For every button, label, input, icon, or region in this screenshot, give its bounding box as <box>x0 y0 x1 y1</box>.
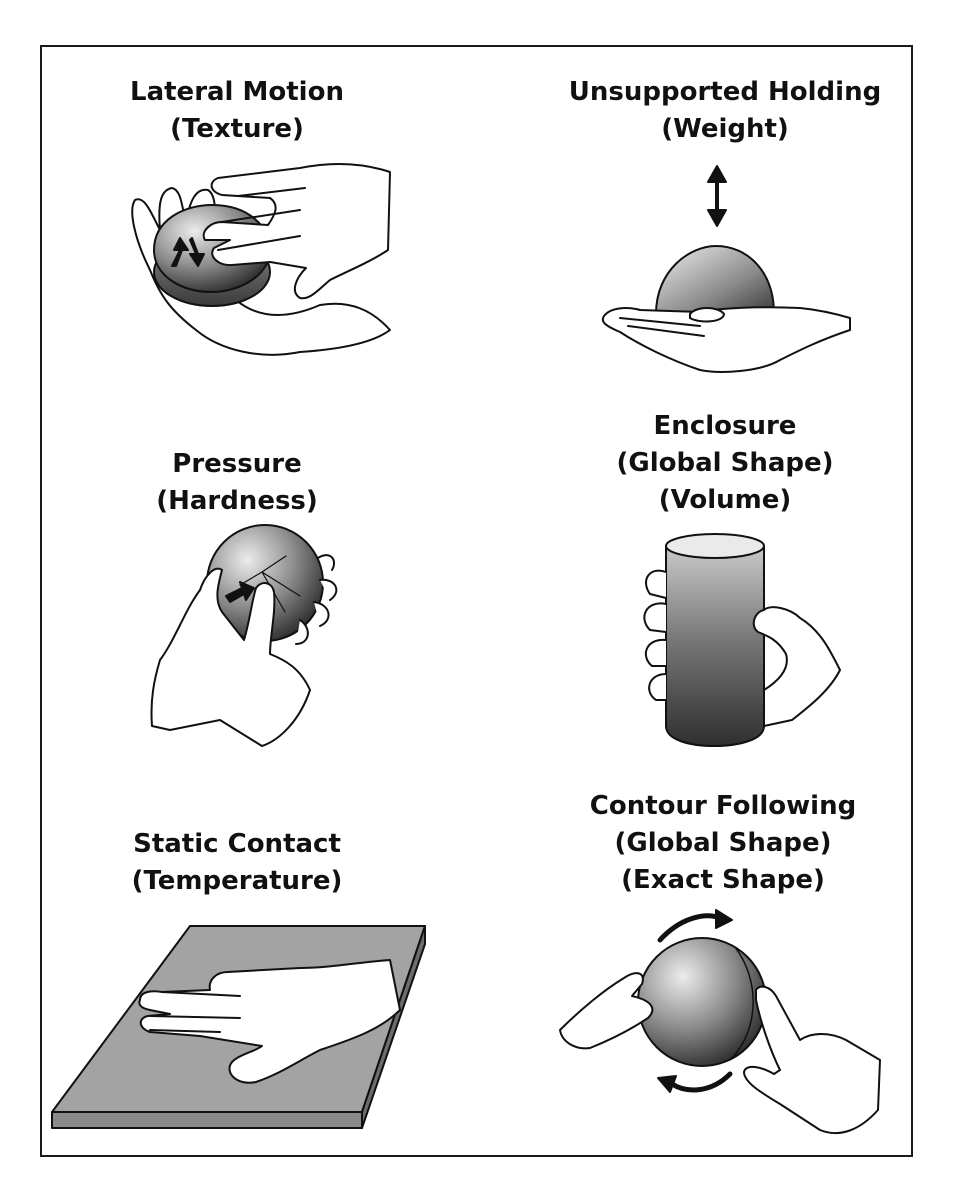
label-line: (Texture) <box>170 114 304 144</box>
up-arrow-icon <box>708 166 726 182</box>
weight-dome <box>656 246 774 314</box>
label-line: (Hardness) <box>156 486 318 516</box>
contour-following-illustration <box>560 910 880 1133</box>
rotate-arrow-bottom-icon <box>672 1074 730 1090</box>
unsupported-holding-illustration <box>603 166 850 372</box>
label-line: Unsupported Holding <box>568 77 882 107</box>
label-line: (Global Shape) <box>614 828 832 858</box>
contour-ball <box>638 938 766 1066</box>
label-line: (Temperature) <box>131 866 343 896</box>
volume-can <box>666 546 764 746</box>
left-holding-hand <box>560 973 652 1048</box>
static-contact-illustration <box>52 926 425 1128</box>
volume-can-top <box>666 534 764 558</box>
label-line: (Weight) <box>661 114 789 144</box>
rotate-arrow-top-icon <box>660 916 720 940</box>
label-line: Lateral Motion <box>130 77 344 107</box>
label-line: Contour Following <box>589 791 857 821</box>
enclosure-illustration <box>644 534 840 746</box>
slab-front <box>52 1112 362 1128</box>
flat-hand <box>603 307 850 372</box>
label-line: Enclosure <box>653 411 797 441</box>
label-line: (Volume) <box>658 485 792 515</box>
lateral-motion-illustration <box>132 164 390 355</box>
down-arrow-icon <box>708 210 726 226</box>
right-tracing-hand <box>744 987 880 1133</box>
label-line: (Global Shape) <box>616 448 834 478</box>
pressure-illustration <box>151 525 336 746</box>
enclosing-hand <box>754 607 840 726</box>
label-line: Static Contact <box>133 829 341 859</box>
label-line: (Exact Shape) <box>621 865 825 895</box>
label-line: Pressure <box>172 449 302 479</box>
